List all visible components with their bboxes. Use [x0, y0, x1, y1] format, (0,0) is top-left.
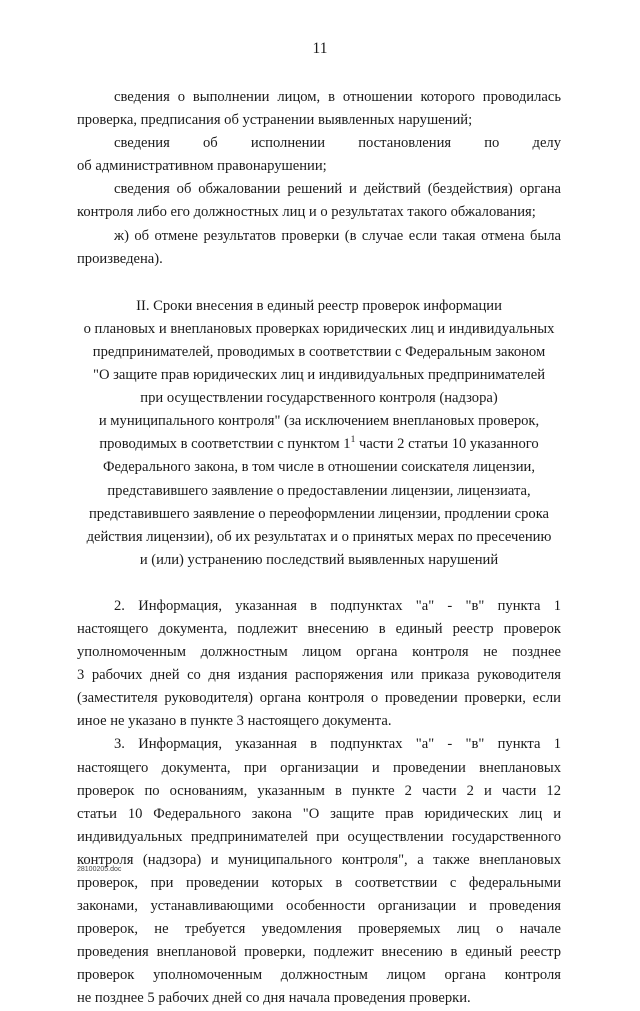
section-a-line: сведения о выполнении лицом, в отношении которого проводилась: [114, 89, 561, 105]
heading-line: о плановых и внеплановых проверках юридических лиц и индивидуальных: [83, 320, 555, 337]
paragraph-3-line: проверок уполномоченным должностным лицом органа контроля: [77, 967, 561, 984]
paragraph-3-line: проверок по основаниям, указанным в пункте 2 части 2 и части 12: [77, 782, 561, 799]
paragraph-2-line: (заместителя руководителя) органа контроля о проведении проверки, если: [77, 690, 561, 707]
paragraph-3-line: контроля (надзора) и муниципального контроля", а также внеплановых: [77, 851, 561, 868]
heading-text: части 2 статьи 10 указанного: [355, 436, 539, 453]
section-a-line: сведения об обжаловании решений и действий (бездействия) органа: [114, 181, 561, 198]
superscript: 1: [350, 435, 356, 446]
paragraph-2-line: иное не указано в пункте 3 настоящего документа.: [77, 713, 392, 730]
heading-text: проводимых в соответствии с пунктом 1: [99, 436, 351, 453]
heading-line: при осуществлении государственного контроля (надзора): [140, 390, 498, 407]
section-a-line: об административном правонарушении;: [77, 158, 327, 175]
heading-line: и (или) устранению последствий выявленных нарушений: [139, 551, 499, 568]
paragraph-2-line: 3 рабочих дней со дня издания распоряжения или приказа руководителя: [77, 667, 561, 684]
paragraph-3-line: проведения внеплановой проверки, подлежит внесению в единый реестр: [77, 944, 561, 961]
paragraph-2: [77, 595, 561, 734]
paragraph-3-line: статьи 10 Федерального закона "О защите прав юридических лиц и: [77, 805, 561, 822]
section-a-list: [77, 86, 561, 271]
heading-line: "О защите прав юридических лиц и индивидуальных предпринимателей: [92, 367, 546, 384]
section-a-line: сведения об исполнении постановления по делу: [114, 135, 561, 152]
paragraph-3-line: законами, устанавливающими особенности организации и проведения: [77, 898, 561, 915]
section-a-line: ж) об отмене результатов проверки (в случае если такая отмена была: [114, 227, 561, 244]
section-heading: [77, 295, 561, 572]
paragraph-2-line: 2. Информация, указанная в подпунктах "а" - "в" пункта 1: [114, 597, 561, 614]
heading-line: действия лицензии), об их результатах и о принятых мерах по пресечению: [86, 528, 552, 545]
paragraph-3-line: проверок, не требуется уведомления проверяемых лиц о начале: [77, 921, 561, 938]
paragraph-3: [77, 733, 561, 1010]
document-body: [77, 86, 561, 1011]
spacer: [77, 271, 561, 295]
heading-line: II. Сроки внесения в единый реестр проверок информации: [136, 297, 502, 314]
section-a-line: контроля либо его должностных лиц и о результатах такого обжалования;: [77, 204, 536, 221]
paragraph-2-line: настоящего документа, подлежит внесению в единый реестр проверок: [77, 620, 561, 637]
paragraph-3-line: настоящего документа, при организации и проведении внеплановых: [77, 759, 561, 776]
heading-line: предпринимателей, проводимых в соответствии с Федеральным законом: [92, 343, 546, 360]
heading-line: [77, 433, 561, 456]
heading-line: представившего заявление о предоставлении лицензии, лицензиата,: [107, 482, 531, 499]
heading-line: Федерального закона, в том числе в отношении соискателя лицензии,: [102, 459, 536, 476]
file-footer: 28100205.doc: [77, 866, 122, 873]
heading-line: и муниципального контроля" (за исключением внеплановых проверок,: [98, 413, 540, 430]
paragraph-3-line: индивидуальных предпринимателей при осуществлении государственного: [77, 828, 561, 845]
page-number: 11: [312, 40, 328, 57]
spacer: [77, 572, 561, 595]
section-a-line: произведена).: [77, 250, 163, 267]
paragraph-3-line: не позднее 5 рабочих дней со дня начала проведения проверки.: [77, 990, 471, 1007]
section-a-line: проверка, предписания об устранении выявленных нарушений;: [77, 112, 473, 129]
paragraph-3-line: 3. Информация, указанная в подпунктах "а" - "в" пункта 1: [114, 736, 561, 753]
paragraph-3-line: проверок, при проведении которых в соответствии с федеральными: [77, 875, 561, 891]
paragraph-2-line: уполномоченным должностным лицом органа контроля не позднее: [77, 644, 561, 661]
heading-line: представившего заявление о переоформлении лицензии, продлении срока: [88, 505, 550, 522]
